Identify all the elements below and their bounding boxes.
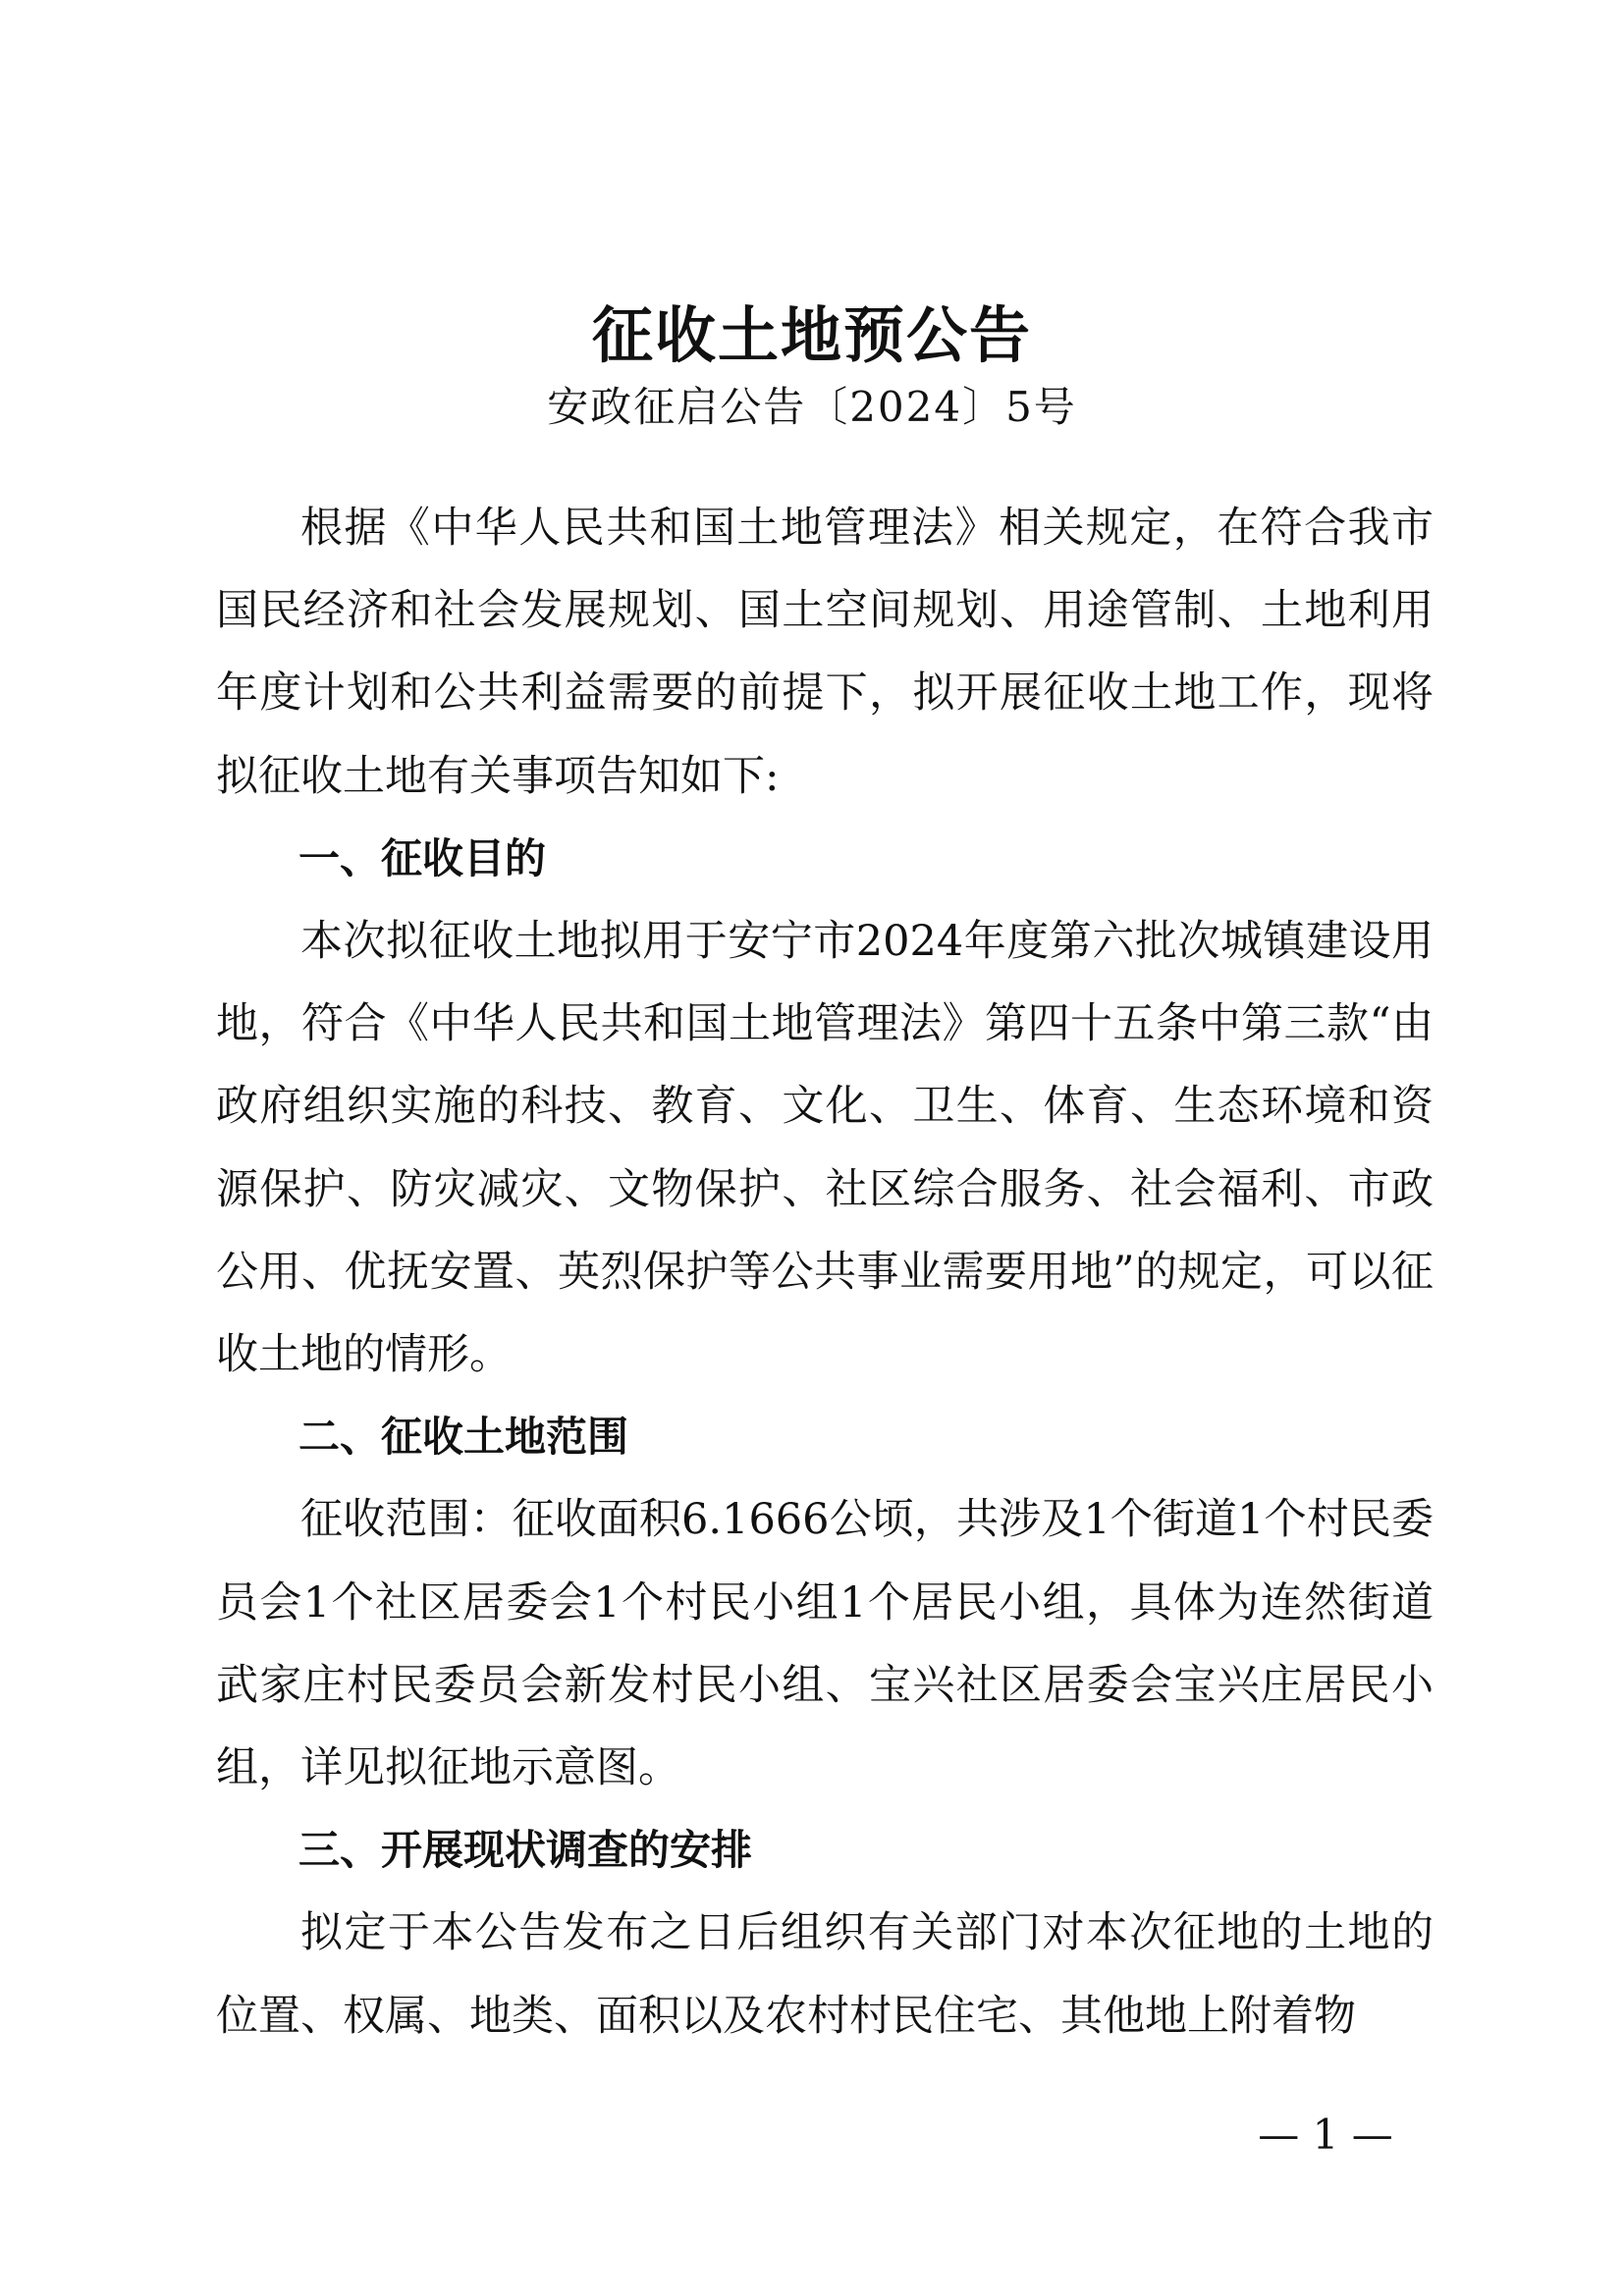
section-text-survey: 拟定于本公告发布之日后组织有关部门对本次征地的土地的位置、权属、地类、面积以及农村村民住宅、其他地上附着物 <box>216 1908 1434 2041</box>
document-title: 征收土地预公告 <box>591 299 1032 371</box>
section-heading-scope: 二、征收土地范围 <box>298 1413 629 1462</box>
section-heading-survey: 三、开展现状调查的安排 <box>298 1826 753 1875</box>
document-number: 安政征启公告〔2024〕5号 <box>547 383 1077 431</box>
section-text-purpose: 本次拟征收土地拟用于安宁市2024年度第六批次城镇建设用地，符合《中华人民共和国土地管理法》第四十五条中第三款“由政府组织实施的科技、教育、文化、卫生、体育、生态环境和资源保护、防灾减灾、文物保护、社区综合服务、社会福利、市政公用、优抚安置、英烈保护等公共事业需要用地”的规定，可以征收土地的情形。 <box>216 917 1434 1380</box>
section-heading-purpose: 一、征收目的 <box>298 833 547 882</box>
intro-paragraph: 根据《中华人民共和国土地管理法》相关规定，在符合我市国民经济和社会发展规划、国土空间规划、用途管制、土地利用年度计划和公共利益需要的前提下，拟开展征收土地工作，现将拟征收土地有关事项告知如下: <box>216 504 1434 801</box>
section-text-scope: 征收范围：征收面积6.1666公顷，共涉及1个街道1个村民委员会1个社区居委会1个村民小组1个居民小组，具体为连然街道武家庄村民委员会新发村民小组、宝兴社区居委会宝兴庄居民小组，详见拟征地示意图。 <box>216 1495 1434 1793</box>
page-number: — 1 — <box>1258 2110 1393 2159</box>
document-body <box>216 487 1434 2057</box>
